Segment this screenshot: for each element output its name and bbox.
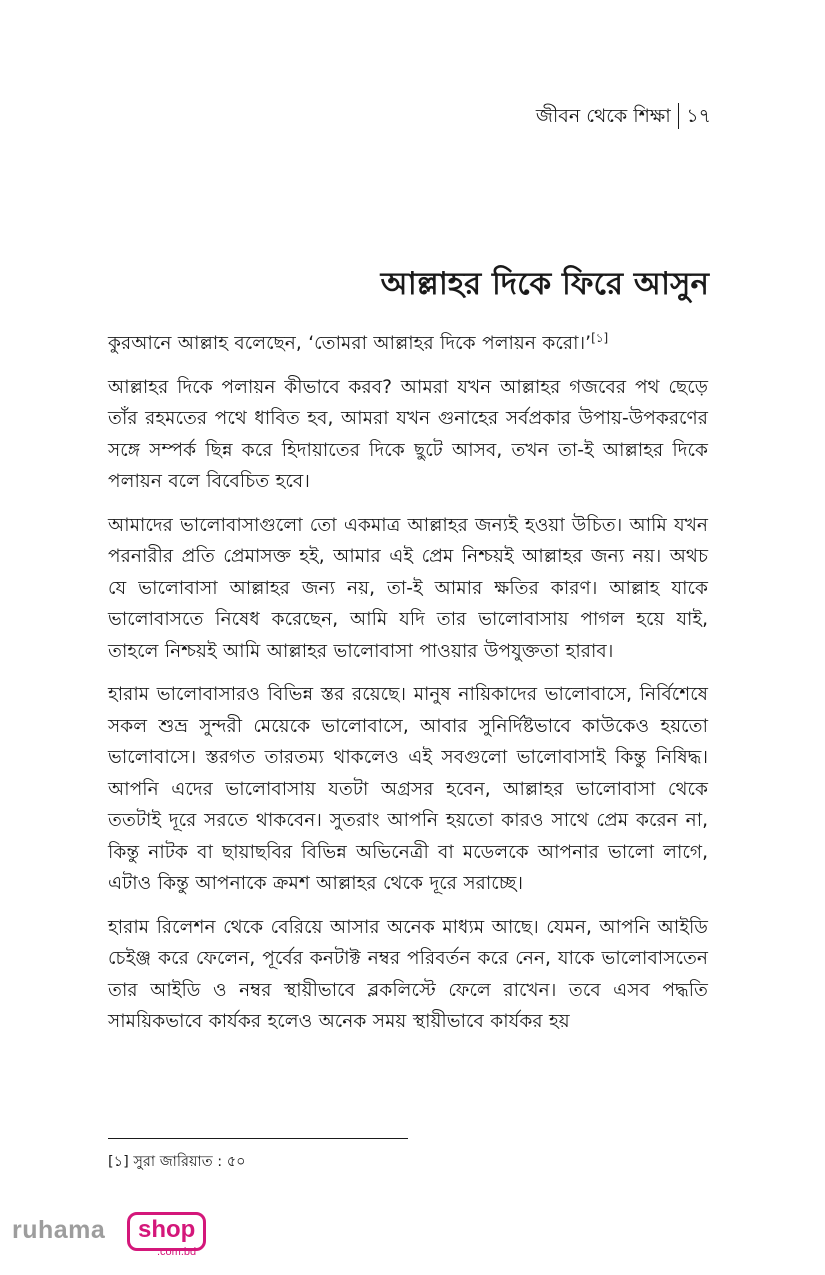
chapter-title: আল্লাহর দিকে ফিরে আসুন: [380, 266, 709, 302]
paragraph-3: আমাদের ভালোবাসাগুলো তো একমাত্র আল্লাহর জন্যই হওয়া উচিত। আমি যখন পরনারীর প্রতি প্রেমাসক্ত হই, আমার এই প্রেম নিশ্চয়ই আল্লাহর জন্য নয়। অথচ যে ভালোবাসা আল্লাহর জন্য নয়, তা-ই আমার ক্ষতির কারণ। আল্লাহ যাকে ভালোবাসতে নিষেধ করেছেন, আমি যদি তার ভালোবাসায় পাগল হয়ে যাই, তাহলে নিশ্চয়ই আমি আল্লাহর ভালোবাসা পাওয়ার উপযুক্ততা হারাব।: [108, 514, 708, 662]
page-number: ১৭: [686, 105, 711, 127]
watermark-domain: .com.bd: [157, 1246, 197, 1258]
footnote-reference: [১]: [591, 330, 609, 345]
paragraph-2: আল্লাহর দিকে পলায়ন কীভাবে করব? আমরা যখন আল্লাহর গজবের পথ ছেড়ে তাঁর রহমতের পথে ধাবিত হব, আমরা যখন গুনাহের সর্বপ্রকার উপায়-উপকরণের সঙ্গে সম্পর্ক ছিন্ন করে হিদায়াতের দিকে ছুটে আসব, তখন তা-ই আল্লাহর দিকে পলায়ন বলে বিবেচিত হবে।: [108, 376, 708, 492]
paragraph-1: [108, 328, 708, 360]
body-text: [108, 328, 708, 1050]
footnote: [১] সুরা জারিয়াত : ৫০: [108, 1154, 246, 1170]
watermark-shop: shop: [127, 1212, 206, 1251]
header-separator: [678, 103, 680, 129]
paragraph-5: হারাম রিলেশন থেকে বেরিয়ে আসার অনেক মাধ্যম আছে। যেমন, আপনি আইডি চেইঞ্জ করে ফেলেন, পূর্বের কনটাক্ট নম্বর পরিবর্তন করে নেন, যাকে ভালোবাসতেন তার আইডি ও নম্বর স্থায়ীভাবে ব্লকলিস্টে ফেলে রাখেন। তবে এসব পদ্ধতি সাময়িকভাবে কার্যকর হলেও অনেক সময় স্থায়ীভাবে কার্যকর হয়: [108, 916, 708, 1032]
running-title: জীবন থেকে শিক্ষা: [535, 105, 671, 127]
paragraph-4: হারাম ভালোবাসারও বিভিন্ন স্তর রয়েছে। মানুষ নায়িকাদের ভালোবাসে, নির্বিশেষে সকল শুভ্র সুন্দরী মেয়েকে ভালোবাসে, আবার সুনির্দিষ্টভাবে কাউকেও হয়তো ভালোবাসে। স্তরগত তারতম্য থাকলেও এই সবগুলো ভালোবাসাই কিন্তু নিষিদ্ধ। আপনি এদের ভালোবাসায় যতটা অগ্রসর হবেন, আল্লাহর ভালোবাসা থেকে ততটাই দূরে সরতে থাকবেন। সুতরাং আপনি হয়তো কারও সাথে প্রেম করেন না, কিন্তু নাটক বা ছায়াছবির বিভিন্ন অভিনেত্রী বা মডেলকে আপনার ভালো লাগে, এটাও কিন্তু আপনাকে ক্রমশ আল্লাহর থেকে দূরে সরাচ্ছে।: [108, 684, 708, 894]
ruhamashop-watermark: [12, 1212, 222, 1262]
quran-quote: কুরআনে আল্লাহ বলেছেন, ‘তোমরা আল্লাহর দিকে পলায়ন করো।’: [108, 333, 592, 354]
footnote-divider: [108, 1138, 408, 1139]
running-header: [536, 102, 711, 130]
watermark-ruhama: ruhama: [12, 1216, 106, 1244]
